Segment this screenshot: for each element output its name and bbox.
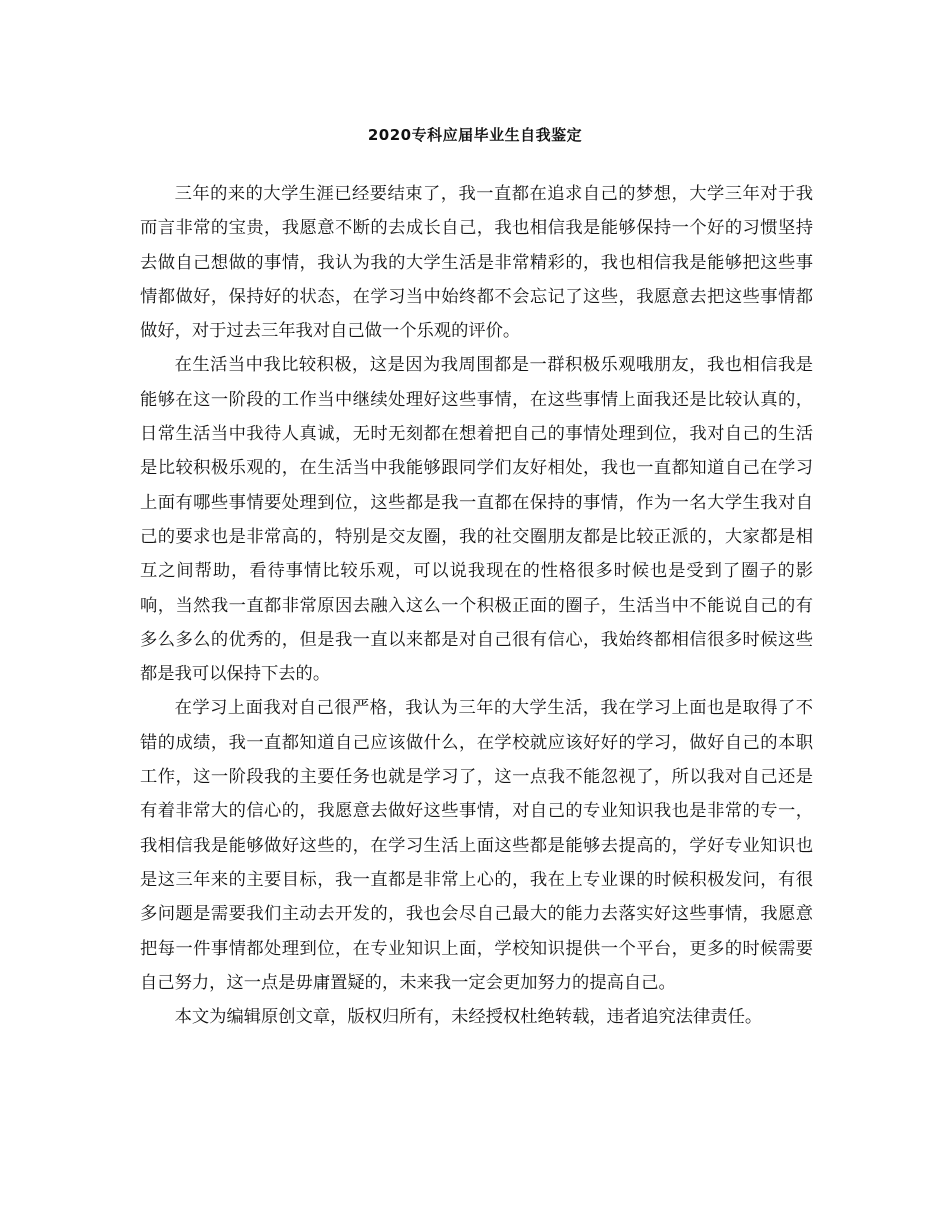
paragraph-life: 在生活当中我比较积极，这是因为我周围都是一群积极乐观哦朋友，我也相信我是能够在这一阶段的工作当中继续处理好这些事情，在这些事情上面我还是比较认真的，日常生活当中我待人真诚，无时无刻都在想着把自己的事情处理到位，我对自己的生活是比较积极乐观的，在生活当中我能够跟同学们友好相处，我也一直都知道自己在学习上面有哪些事情要处理到位，这些都是我一直都在保持的事情，作为一名大学生我对自己的要求也是非常高的，特别是交友圈，我的社交圈朋友都是比较正派的，大家都是相互之间帮助，看待事情比较乐观，可以说我现在的性格很多时候也是受到了圈子的影响，当然我一直都非常原因去融入这么一个积极正面的圈子，生活当中不能说自己的有多么多么的优秀的，但是我一直以来都是对自己很有信心，我始终都相信很多时候这些都是我可以保持下去的。 (140, 355, 813, 685)
document-title: 2020专科应届毕业生自我鉴定 (367, 126, 583, 144)
paragraph-intro: 三年的来的大学生涯已经要结束了，我一直都在追求自己的梦想，大学三年对于我而言非常的宝贵，我愿意不断的去成长自己，我也相信我是能够保持一个好的习惯坚持去做自己想做的事情，我认为我的大学生活是非常精彩的，我也相信我是能够把这些事情都做好，保持好的状态，在学习当中始终都不会忘记了这些，我愿意去把这些事情都做好，对于过去三年我对自己做一个乐观的评价。 (140, 184, 813, 342)
paragraph-study: 在学习上面我对自己很严格，我认为三年的大学生活，我在学习上面也是取得了不错的成绩，我一直都知道自己应该做什么，在学校就应该好好的学习，做好自己的本职工作，这一阶段我的主要任务也就是学习了，这一点我不能忽视了，所以我对自己还是有着非常大的信心的，我愿意去做好这些事情，对自己的专业知识我也是非常的专一，我相信我是能够做好这些的，在学习生活上面这些都是能够去提高的，学好专业知识也是这三年来的主要目标，我一直都是非常上心的，我在上专业课的时候积极发问，有很多问题是需要我们主动去开发的，我也会尽自己最大的能力去落实好这些事情，我愿意把每一件事情都处理到位，在专业知识上面，学校知识提供一个平台，更多的时候需要自己努力，这一点是毋庸置疑的，未来我一定会更加努力的提高自己。 (140, 698, 813, 993)
document-body (140, 177, 813, 1034)
paragraph-copyright: 本文为编辑原创文章，版权归所有，未经授权杜绝转载，违者追究法律责任。 (174, 1007, 763, 1028)
